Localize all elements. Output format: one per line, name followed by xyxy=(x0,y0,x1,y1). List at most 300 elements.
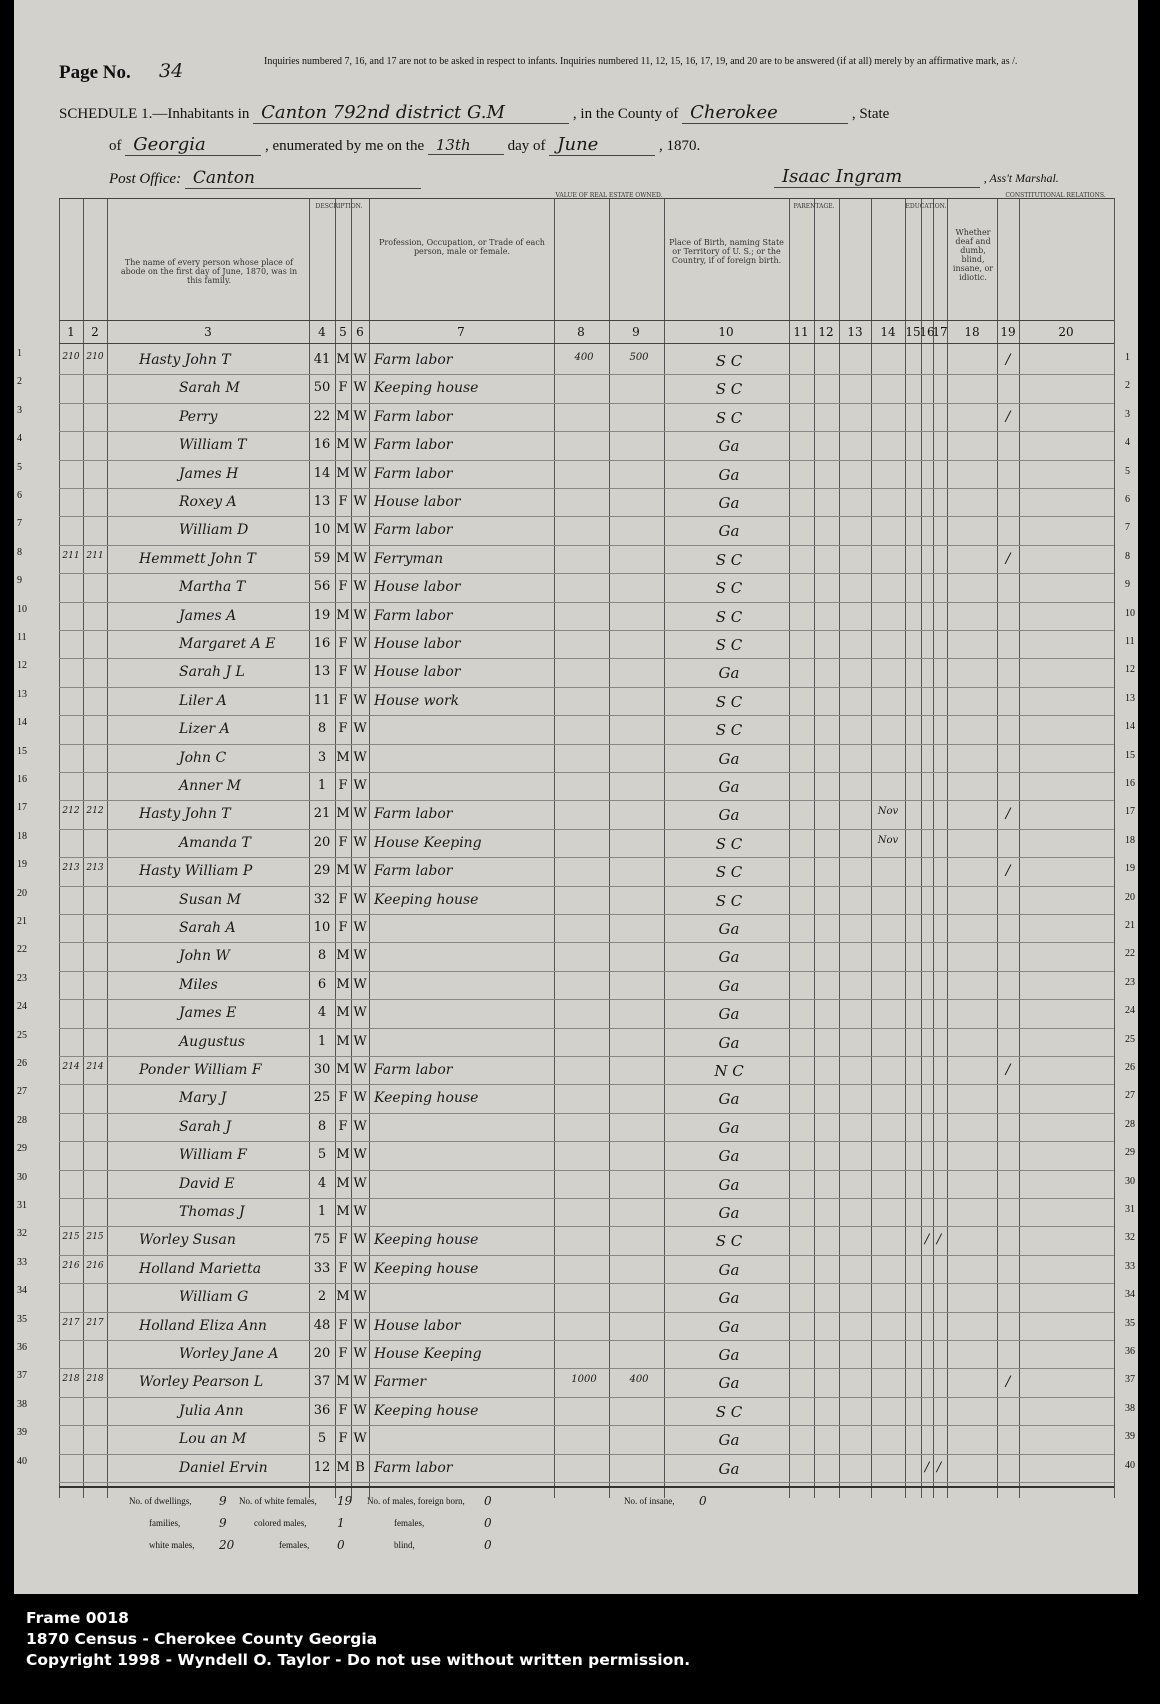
column-number: 7 xyxy=(457,325,465,339)
dwelling-number: 214 xyxy=(62,1062,80,1072)
row-line xyxy=(59,1482,1114,1483)
age: 20 xyxy=(313,834,331,850)
person-name: Hasty John T xyxy=(139,806,231,823)
table-row xyxy=(59,403,1114,431)
color: W xyxy=(353,1289,367,1305)
sex: F xyxy=(338,1090,348,1106)
row-number-left: 11 xyxy=(17,632,27,643)
sex: F xyxy=(338,692,348,708)
age: 41 xyxy=(313,352,331,367)
row-number-right: 34 xyxy=(1125,1289,1135,1301)
row-number-right: 15 xyxy=(1125,749,1135,761)
row-number-right: 1 xyxy=(1125,352,1130,363)
summary-colored-females: 0 xyxy=(337,1538,345,1552)
real-estate-value: 1000 xyxy=(571,1374,597,1386)
sex: M xyxy=(336,1175,350,1191)
table-row xyxy=(59,687,1114,715)
age: 16 xyxy=(313,636,331,651)
age: 8 xyxy=(317,948,327,964)
birthplace: Ga xyxy=(718,1431,740,1450)
age: 20 xyxy=(313,1346,331,1361)
color: W xyxy=(353,920,367,935)
dwelling-number: 210 xyxy=(62,352,80,362)
person-name: Worley Pearson L xyxy=(139,1374,264,1391)
birthplace: Ga xyxy=(718,806,740,825)
row-number-right: 40 xyxy=(1125,1459,1135,1471)
age: 37 xyxy=(313,1374,331,1390)
row-number-right: 30 xyxy=(1125,1175,1135,1187)
color: W xyxy=(353,1062,367,1077)
dwelling-number: 213 xyxy=(62,863,80,874)
row-number-left: 27 xyxy=(17,1086,27,1098)
family-number: 213 xyxy=(86,863,104,874)
color: W xyxy=(353,806,367,822)
birthplace: Ga xyxy=(718,920,740,938)
sex: F xyxy=(338,1260,348,1276)
person-name: Lou an M xyxy=(179,1431,247,1448)
row-number-right: 11 xyxy=(1125,636,1135,647)
row-number-right: 18 xyxy=(1125,834,1135,846)
occupation: Keeping house xyxy=(374,380,479,397)
age: 21 xyxy=(313,806,331,822)
row-number-left: 24 xyxy=(17,1001,27,1013)
birthplace: S C xyxy=(715,721,743,740)
birthplace: Ga xyxy=(718,437,740,456)
age: 1 xyxy=(317,1033,327,1049)
column-number: 13 xyxy=(847,325,863,339)
birthplace: Ga xyxy=(718,1175,740,1194)
color: W xyxy=(353,948,367,964)
row-number-right: 16 xyxy=(1125,778,1135,789)
row-number-left: 23 xyxy=(17,972,27,984)
sex: M xyxy=(336,948,350,964)
person-name: Worley Jane A xyxy=(179,1346,279,1362)
color: W xyxy=(353,664,367,680)
row-number-right: 20 xyxy=(1125,891,1135,903)
row-number-right: 8 xyxy=(1125,550,1130,562)
column-header-c18: Whether deaf and dumb, blind, insane, or idiotic. xyxy=(952,228,994,282)
row-number-left: 12 xyxy=(17,660,27,672)
row-number-left: 5 xyxy=(17,461,22,473)
sex: F xyxy=(338,636,348,651)
occupation: Keeping house xyxy=(374,1260,479,1277)
row-number-right: 29 xyxy=(1125,1147,1135,1159)
personal-estate-value: 400 xyxy=(629,1374,649,1386)
post-office-line xyxy=(109,168,421,189)
person-name: Julia Ann xyxy=(179,1402,244,1419)
sex: M xyxy=(336,1147,350,1163)
color: W xyxy=(353,1402,367,1418)
table-row xyxy=(59,829,1114,857)
age: 5 xyxy=(317,1147,327,1163)
sex: F xyxy=(338,778,348,793)
row-number-left: 14 xyxy=(17,717,27,729)
row-number-right: 26 xyxy=(1125,1062,1135,1073)
row-number-left: 30 xyxy=(17,1171,27,1183)
row-number-right: 7 xyxy=(1125,522,1130,534)
male-citizen-mark: / xyxy=(1005,550,1011,567)
dwelling-number: 215 xyxy=(62,1232,80,1243)
occupation: Keeping house xyxy=(374,1232,479,1249)
occupation: Farm labor xyxy=(374,437,453,454)
summary-colored-females-label: females, xyxy=(279,1540,310,1550)
color: W xyxy=(353,352,367,367)
year: , 1870. xyxy=(659,138,701,154)
birthplace: Ga xyxy=(718,1118,740,1137)
row-number-right: 9 xyxy=(1125,579,1130,591)
table-row xyxy=(59,1255,1114,1283)
birthplace: S C xyxy=(715,692,743,711)
age: 2 xyxy=(317,1289,327,1305)
occupation: Farm labor xyxy=(374,465,453,482)
age: 19 xyxy=(313,607,331,623)
sex: F xyxy=(338,1431,348,1447)
family-number: 211 xyxy=(86,550,104,561)
occupation: Farm labor xyxy=(374,1062,453,1078)
table-row xyxy=(59,857,1114,885)
birthplace: S C xyxy=(715,1232,743,1251)
color: W xyxy=(353,522,367,538)
place: Canton 792nd district G.M xyxy=(253,102,569,124)
row-number-left: 40 xyxy=(17,1455,27,1467)
marshal-label: , Ass't Marshal. xyxy=(983,171,1059,185)
row-number-left: 1 xyxy=(17,348,22,359)
sex: F xyxy=(338,1346,348,1361)
birthplace: S C xyxy=(715,863,743,882)
color: W xyxy=(353,636,367,651)
row-number-left: 37 xyxy=(17,1370,27,1382)
table-row xyxy=(59,772,1114,800)
person-name: Anner M xyxy=(179,778,241,794)
table-row xyxy=(59,914,1114,942)
person-name: James E xyxy=(179,1005,237,1022)
occupation: Farm labor xyxy=(374,352,453,368)
row-number-right: 38 xyxy=(1125,1402,1135,1414)
row-number-right: 28 xyxy=(1125,1118,1135,1130)
column-number: 15 xyxy=(905,325,921,339)
sex: F xyxy=(338,721,348,737)
color: W xyxy=(353,976,367,992)
color: W xyxy=(353,891,367,907)
sex: F xyxy=(338,1118,348,1134)
color: W xyxy=(353,1175,367,1191)
color: W xyxy=(353,834,367,850)
summary-foreign-females-label: females, xyxy=(394,1518,425,1528)
sex: M xyxy=(336,1289,350,1305)
person-name: Augustus xyxy=(179,1033,246,1050)
real-estate-value: 400 xyxy=(574,352,594,363)
color: W xyxy=(353,1118,367,1134)
family-number: 217 xyxy=(86,1317,104,1328)
age: 33 xyxy=(313,1260,331,1276)
color: W xyxy=(353,721,367,737)
row-number-right: 33 xyxy=(1125,1260,1135,1272)
occupation: Farm labor xyxy=(374,1459,453,1476)
color: W xyxy=(353,1317,367,1333)
group-header-education: EDUCATION. xyxy=(905,203,947,210)
person-name: Thomas J xyxy=(179,1204,245,1220)
family-number: 210 xyxy=(86,352,104,362)
occupation: House labor xyxy=(374,664,461,681)
column-number: 10 xyxy=(718,325,734,339)
table-row xyxy=(59,374,1114,402)
color: W xyxy=(353,550,367,566)
sex: F xyxy=(338,579,348,595)
row-number-right: 32 xyxy=(1125,1232,1135,1244)
table-row xyxy=(59,1113,1114,1141)
sex: F xyxy=(338,1232,348,1248)
occupation: House labor xyxy=(374,494,461,510)
summary-families-label: families, xyxy=(149,1518,181,1528)
of-label: of xyxy=(109,138,122,154)
birthplace: Ga xyxy=(718,1459,740,1478)
birthplace: Ga xyxy=(718,1204,740,1222)
birthplace: Ga xyxy=(718,465,740,484)
male-citizen-mark: / xyxy=(1005,1374,1011,1391)
occupation: Keeping house xyxy=(374,891,479,908)
table-row xyxy=(59,1056,1114,1084)
column-number: 18 xyxy=(964,325,980,339)
summary-dwellings: 9 xyxy=(219,1494,227,1508)
row-number-left: 15 xyxy=(17,745,27,757)
marshal-line xyxy=(774,166,1059,188)
month: June xyxy=(549,134,655,156)
cannot-read: / xyxy=(924,1232,930,1248)
sex: M xyxy=(336,749,350,765)
row-number-left: 6 xyxy=(17,490,22,501)
occupation: Farm labor xyxy=(374,806,453,823)
copyright: Copyright 1998 - Wyndell O. Taylor - Do not use without written permission. xyxy=(26,1651,691,1669)
summary-foreign-males: 0 xyxy=(484,1494,492,1508)
table-row xyxy=(59,658,1114,686)
row-number-right: 37 xyxy=(1125,1374,1135,1386)
person-name: Sarah J L xyxy=(179,664,245,681)
birthplace: Ga xyxy=(718,494,740,512)
column-number: 11 xyxy=(793,325,809,339)
grid-vline xyxy=(1114,198,1115,1498)
age: 4 xyxy=(317,1175,327,1191)
occupation: House Keeping xyxy=(374,834,482,851)
age: 3 xyxy=(317,749,327,765)
age: 32 xyxy=(313,891,331,907)
summary-white-males: 20 xyxy=(219,1538,235,1552)
row-number-right: 10 xyxy=(1125,607,1135,619)
enumerated-label: , enumerated by me on the xyxy=(265,138,425,154)
birthplace: S C xyxy=(715,834,743,853)
column-number: 17 xyxy=(932,325,948,339)
summary-foreign-males-label: No. of males, foreign born, xyxy=(367,1496,465,1506)
age: 14 xyxy=(313,465,331,481)
table-row xyxy=(59,1397,1114,1425)
summary-insane-label: No. of insane, xyxy=(624,1496,675,1506)
table-row xyxy=(59,715,1114,743)
color: W xyxy=(353,1346,367,1361)
row-number-right: 19 xyxy=(1125,863,1135,875)
age: 8 xyxy=(317,1118,327,1134)
color: W xyxy=(353,1374,367,1390)
sex: M xyxy=(336,976,350,992)
male-citizen-mark: / xyxy=(1005,352,1011,368)
row-number-right: 13 xyxy=(1125,692,1135,704)
row-number-left: 18 xyxy=(17,830,27,842)
day: 13th xyxy=(428,136,504,155)
age: 4 xyxy=(317,1005,327,1021)
age: 13 xyxy=(313,664,331,680)
post-office-label: Post Office: xyxy=(109,171,182,187)
occupation: House Keeping xyxy=(374,1346,482,1362)
summary-white-females-label: No. of white females, xyxy=(239,1496,317,1506)
birthplace: N C xyxy=(714,1062,744,1080)
table-row xyxy=(59,1170,1114,1198)
color: B xyxy=(355,1459,365,1475)
row-number-left: 10 xyxy=(17,603,27,615)
table-row xyxy=(59,971,1114,999)
family-number: 212 xyxy=(86,806,104,817)
row-number-right: 5 xyxy=(1125,465,1130,477)
row-number-left: 33 xyxy=(17,1256,27,1268)
sex: F xyxy=(338,380,348,396)
person-name: Perry xyxy=(179,408,218,425)
male-citizen-mark: / xyxy=(1005,1062,1011,1078)
birthplace: S C xyxy=(715,380,743,399)
person-name: Liler A xyxy=(179,692,227,709)
table-row xyxy=(59,488,1114,516)
age: 50 xyxy=(313,380,331,396)
person-name: David E xyxy=(179,1175,235,1192)
sex: M xyxy=(336,550,350,566)
sex: F xyxy=(338,664,348,680)
grid-hline xyxy=(59,320,1114,321)
row-number-left: 8 xyxy=(17,546,22,558)
color: W xyxy=(353,1033,367,1049)
occupation: Farm labor xyxy=(374,408,453,425)
person-name: Sarah A xyxy=(179,920,236,936)
person-name: Martha T xyxy=(179,579,246,596)
color: W xyxy=(353,749,367,765)
table-row xyxy=(59,346,1114,374)
sex: M xyxy=(336,1033,350,1049)
table-row xyxy=(59,1226,1114,1254)
occupation: House labor xyxy=(374,579,461,596)
row-number-left: 39 xyxy=(17,1427,27,1439)
family-number: 218 xyxy=(86,1374,104,1385)
row-number-right: 17 xyxy=(1125,806,1135,818)
occupation: Keeping house xyxy=(374,1402,479,1419)
birthplace: S C xyxy=(715,550,743,569)
occupation: Farm labor xyxy=(374,522,453,539)
sex: M xyxy=(336,352,350,367)
sex: F xyxy=(338,1402,348,1418)
sex: F xyxy=(338,891,348,907)
row-number-right: 23 xyxy=(1125,976,1135,988)
column-header-c3: The name of every person whose place of abode on the first day of June, 1870, was in this family. xyxy=(120,258,298,285)
occupation: Keeping house xyxy=(374,1090,479,1107)
person-name: Hemmett John T xyxy=(139,550,256,567)
column-header-c7: Profession, Occupation, or Trade of each person, male or female. xyxy=(379,238,545,256)
person-name: William G xyxy=(179,1289,249,1306)
birthplace: Ga xyxy=(718,1346,740,1364)
row-number-right: 21 xyxy=(1125,920,1135,931)
row-number-right: 24 xyxy=(1125,1005,1135,1017)
group-header-constitutional: CONSTITUTIONAL RELATIONS. xyxy=(1005,192,1106,199)
row-number-left: 20 xyxy=(17,887,27,899)
table-row xyxy=(59,744,1114,772)
person-name: Daniel Ervin xyxy=(179,1459,268,1476)
page-number: 34 xyxy=(159,60,184,82)
person-name: Hasty William P xyxy=(139,863,253,880)
person-name: Sarah M xyxy=(179,380,240,397)
age: 22 xyxy=(313,408,331,424)
color: W xyxy=(353,692,367,708)
table-row xyxy=(59,886,1114,914)
male-citizen-mark: / xyxy=(1005,863,1011,880)
color: W xyxy=(353,437,367,453)
age: 16 xyxy=(313,437,331,453)
schedule-label: SCHEDULE 1.—Inhabitants in xyxy=(59,106,250,122)
table-row xyxy=(59,1198,1114,1226)
person-name: Miles xyxy=(179,976,218,993)
sex: M xyxy=(336,806,350,822)
occupation: Farm labor xyxy=(374,863,453,880)
person-name: William D xyxy=(179,522,249,539)
row-number-left: 4 xyxy=(17,433,22,445)
occupation: Ferryman xyxy=(374,550,444,567)
row-number-left: 7 xyxy=(17,518,22,530)
day-of-label: day of xyxy=(507,138,546,154)
birthplace: Ga xyxy=(718,1317,740,1336)
instructions: Inquiries numbered 7, 16, and 17 are not to be asked in respect to infants. Inquiries numbered 11, 12, 15, 16, 17, 19, and 20 are to be answered (if at all) merely by an affirmative mark, as /. xyxy=(264,56,1018,67)
table-row xyxy=(59,1084,1114,1112)
column-number: 6 xyxy=(356,325,364,339)
birthplace: S C xyxy=(715,352,743,370)
age: 8 xyxy=(317,721,327,737)
dwelling-number: 212 xyxy=(62,806,80,817)
row-number-right: 36 xyxy=(1125,1346,1135,1357)
column-number: 9 xyxy=(632,325,640,339)
table-row xyxy=(59,516,1114,544)
row-number-right: 3 xyxy=(1125,408,1130,420)
table-row xyxy=(59,1368,1114,1396)
color: W xyxy=(353,1204,367,1219)
color: W xyxy=(353,1005,367,1021)
table-row xyxy=(59,630,1114,658)
person-name: Amanda T xyxy=(179,834,251,851)
row-number-right: 2 xyxy=(1125,380,1130,392)
occupation: House labor xyxy=(374,636,461,652)
footer xyxy=(26,1608,690,1671)
row-number-left: 3 xyxy=(17,404,22,416)
sex: M xyxy=(336,1204,350,1219)
census-sheet xyxy=(14,0,1138,1594)
color: W xyxy=(353,494,367,509)
birthplace: Ga xyxy=(718,778,740,796)
age: 6 xyxy=(317,976,327,992)
color: W xyxy=(353,1090,367,1106)
sex: M xyxy=(336,1459,350,1475)
row-number-left: 16 xyxy=(17,774,27,785)
row-number-right: 27 xyxy=(1125,1090,1135,1102)
group-header-description: DESCRIPTION. xyxy=(315,203,363,210)
row-number-left: 32 xyxy=(17,1228,27,1240)
state-label: , State xyxy=(851,106,890,122)
color: W xyxy=(353,465,367,481)
sex: M xyxy=(336,522,350,538)
dwelling-number: 216 xyxy=(62,1260,80,1271)
table-row xyxy=(59,602,1114,630)
row-number-left: 26 xyxy=(17,1058,27,1069)
occupation: House work xyxy=(374,692,460,709)
table-row xyxy=(59,1425,1114,1453)
